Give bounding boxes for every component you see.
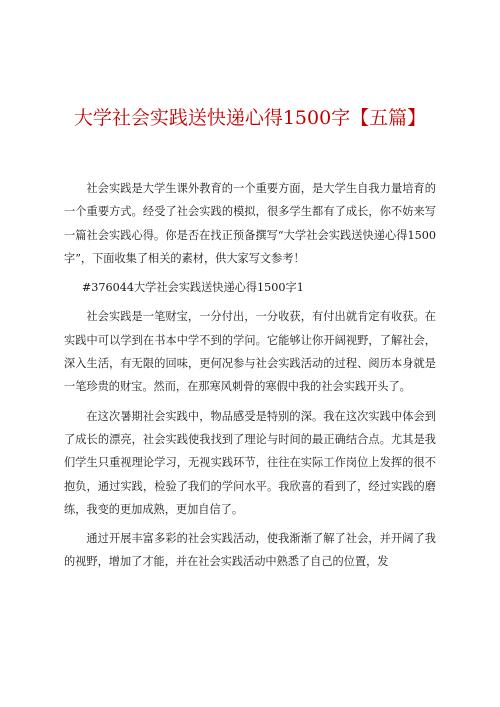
section-heading: #376044大学社会实践送快递心得1500字1 [81, 281, 304, 295]
body-paragraph-3: 通过开展丰富多彩的社会实践活动，使我渐渐了解了社会，并开阔了我的视野，增加了才能，并在社会实践活动中熟悉了自己的位置，发 [64, 532, 436, 569]
body-paragraph-2: 在这次暑期社会实践中，物品感受是特别的深。我在这次实践中体会到了成长的漂亮，社会实践使我找到了理论与时间的最正确结合点。尤其是我们学生只重视理论学习，无视实践环节，往往在实际工作岗位上发挥的很不抱负，通过实践，检验了我们的学问水平。我欣喜的看到了，经过实践的磨练，我变的更加成熟，更加自信了。 [64, 409, 436, 516]
intro-paragraph: 社会实践是大学生课外教育的一个重要方面，是大学生自我力量培育的一个重要方式。经受了社会实践的模拟，很多学生都有了成长，你不妨来写一篇社会实践心得。你是否在找正预备撰写“大学社会实践送快递心得1500字”，下面收集了相关的素材，供大家写文参考！ [64, 182, 436, 265]
document-body [64, 177, 436, 580]
page-title: 大学社会实践送快递心得1500字【五篇】 [73, 107, 427, 129]
body-paragraph-1: 社会实践是一笔财宝，一分付出，一分收获，有付出就肯定有收获。在实践中可以学到在书本中学不到的学问。它能够让你开阔视野，了解社会，深入生活，有无限的回味，更何况参与社会实践活动的过程、阅历本身就是一笔珍贵的财宝。然而，在那寒风刺骨的寒假中我的社会实践开头了。 [64, 310, 436, 394]
